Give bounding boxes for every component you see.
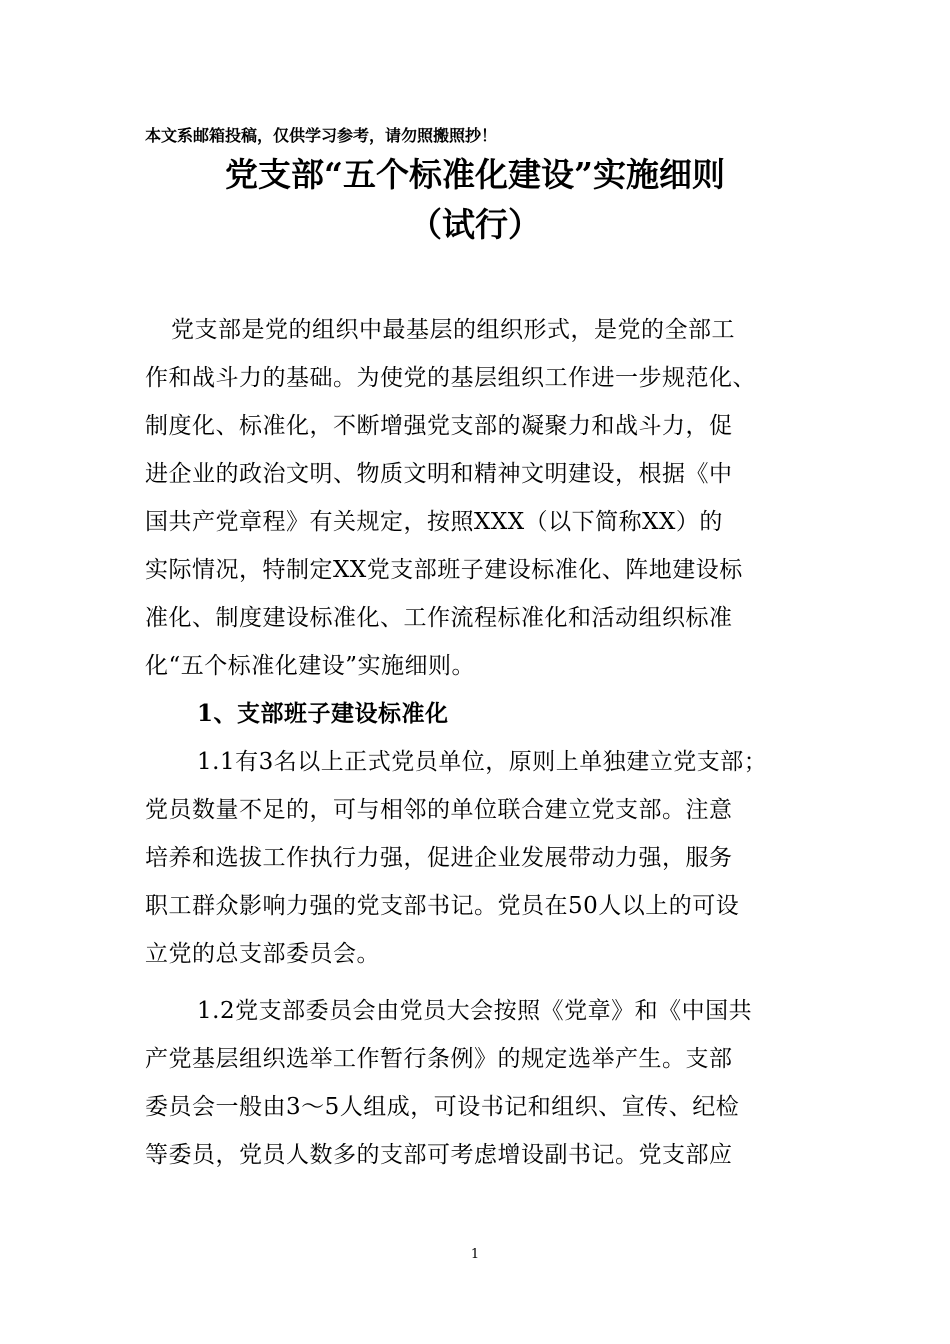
section-heading: 1、支部班子建设标准化 <box>197 700 449 727</box>
text-line: 准化、制度建设标准化、工作流程标准化和活动组织标准 <box>145 605 733 631</box>
document-subtitle: （试行） <box>409 205 541 244</box>
paragraph-1-1 <box>145 738 817 978</box>
paragraph-1-2 <box>145 987 817 1179</box>
text-line: 制度化、标准化，不断增强党支部的凝聚力和战斗力，促 <box>145 413 733 439</box>
submission-notice: 本文系邮箱投稿，仅供学习参考，请勿照搬照抄！ <box>145 126 498 145</box>
text-line: 化“五个标准化建设”实施细则。 <box>145 653 476 679</box>
text-line: 1.1有3名以上正式党员单位，原则上单独建立党支部； <box>197 749 768 775</box>
paragraph-gap <box>145 978 817 987</box>
text-line: 1.2党支部委员会由党员大会按照《党章》和《中国共 <box>197 998 753 1024</box>
text-line: 产党基层组织选举工作暂行条例》的规定选举产生。支部 <box>145 1046 733 1072</box>
intro-paragraph <box>145 306 817 690</box>
text-line: 委员会一般由3～5人组成，可设书记和组织、宣传、纪检 <box>145 1094 740 1120</box>
document-body <box>145 306 817 1179</box>
text-line: 职工群众影响力强的党支部书记。党员在50人以上的可设 <box>145 893 740 919</box>
document-title: 党支部“五个标准化建设”实施细则 <box>225 155 725 194</box>
text-line: 培养和选拔工作执行力强，促进企业发展带动力强，服务 <box>145 845 733 871</box>
text-line: 国共产党章程》有关规定，按照XXX（以下简称XX）的 <box>145 509 723 535</box>
text-line: 党支部是党的组织中最基层的组织形式，是党的全部工 <box>171 317 735 343</box>
text-line: 作和战斗力的基础。为使党的基层组织工作进一步规范化、 <box>145 365 756 391</box>
text-line: 进企业的政治文明、物质文明和精神文明建设，根据《中 <box>145 461 733 487</box>
text-line: 党员数量不足的，可与相邻的单位联合建立党支部。注意 <box>145 797 733 823</box>
text-line: 实际情况，特制定XX党支部班子建设标准化、阵地建设标 <box>145 557 743 583</box>
text-line: 等委员，党员人数多的支部可考虑增设副书记。党支部应 <box>145 1142 733 1168</box>
page-number: 1 <box>470 1247 480 1262</box>
text-line: 立党的总支部委员会。 <box>145 941 380 967</box>
